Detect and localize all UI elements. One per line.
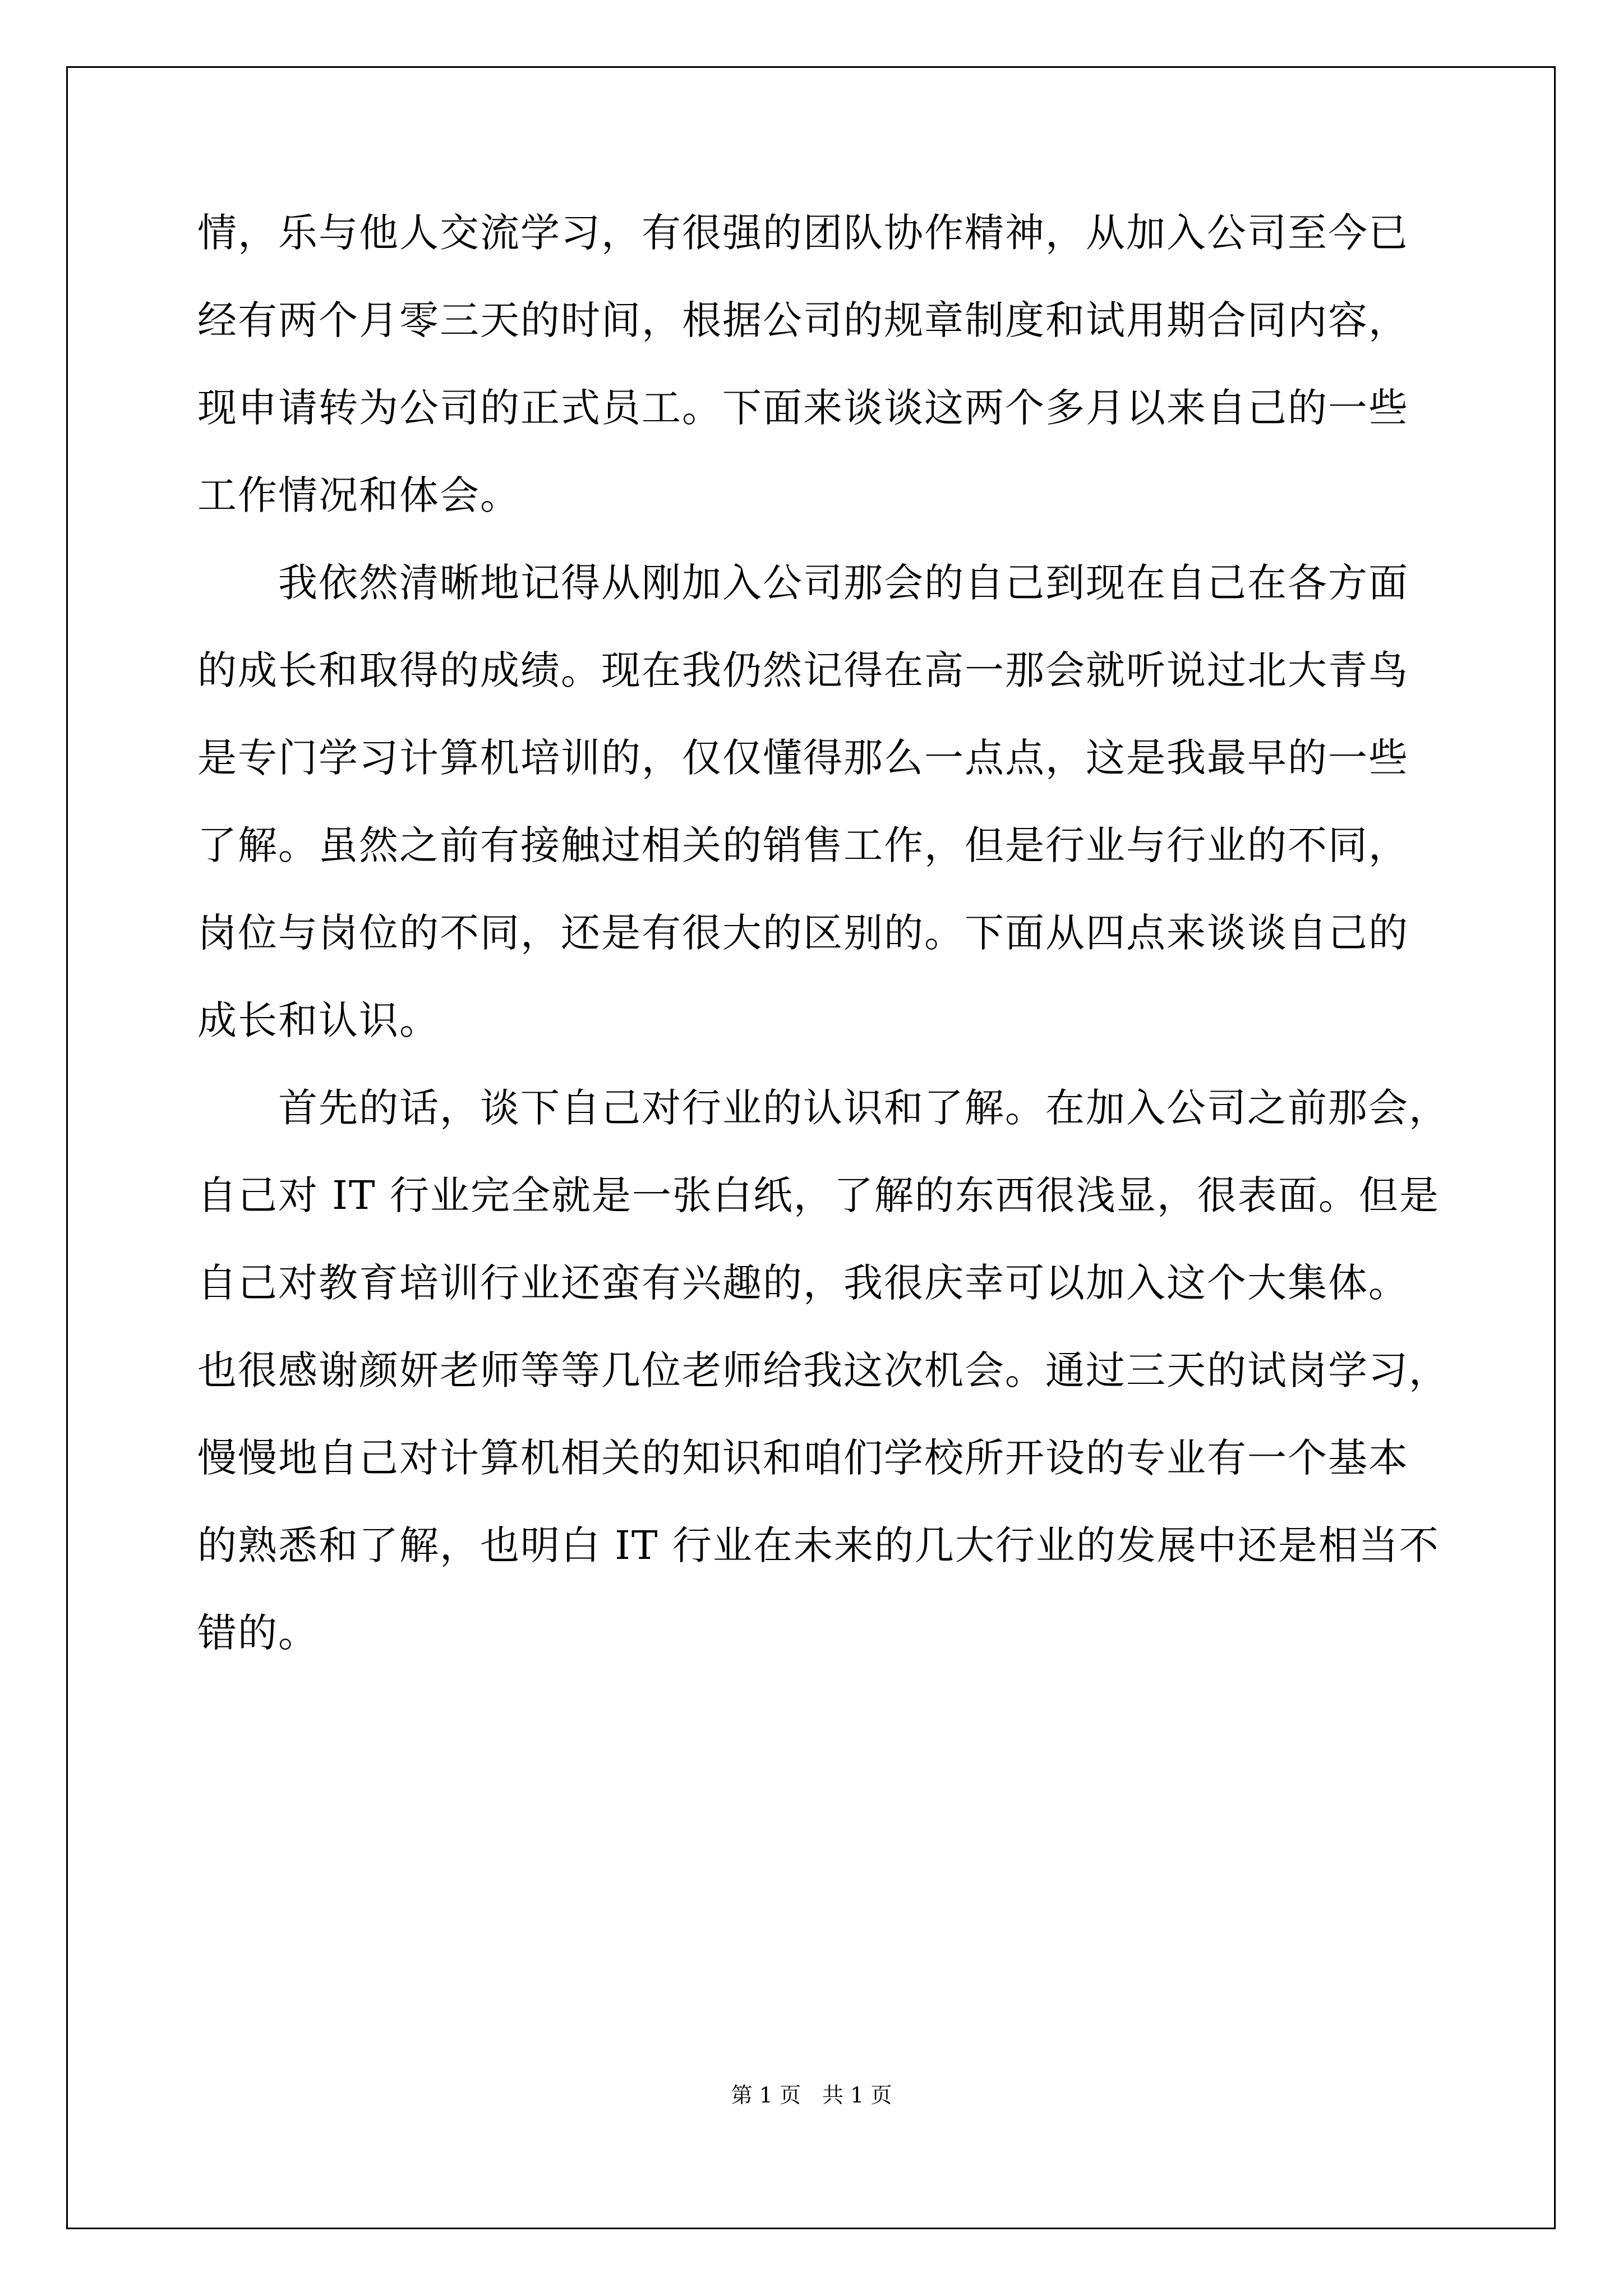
body-line: 情，乐与他人交流学习，有很强的团队协作精神，从加入公司至今已 xyxy=(197,210,1409,256)
body-line: 现申请转为公司的正式员工。下面来谈谈这两个多月以来自己的一些 xyxy=(197,385,1409,431)
body-line: 也很感谢颜妍老师等等几位老师给我这次机会。通过三天的试岗学习， xyxy=(197,1347,1449,1393)
body-line: 的熟悉和了解，也明白 IT 行业在未来的几大行业的发展中还是相当不 xyxy=(197,1522,1440,1568)
body-line: 首先的话，谈下自己对行业的认识和了解。在加入公司之前那会， xyxy=(197,1085,1449,1131)
body-line: 错的。 xyxy=(197,1610,319,1656)
body-line: 自己对教育培训行业还蛮有兴趣的，我很庆幸可以加入这个大集体。 xyxy=(197,1260,1409,1306)
body-line: 工作情况和体会。 xyxy=(197,472,520,518)
page-footer: 第 1 页 共 1 页 xyxy=(731,2083,892,2108)
body-line: 自己对 IT 行业完全就是一张白纸，了解的东西很浅显，很表面。但是 xyxy=(197,1172,1440,1218)
body-line: 是专门学习计算机培训的，仅仅懂得那么一点点，这是我最早的一些 xyxy=(197,735,1409,781)
body-line: 的成长和取得的成绩。现在我仍然记得在高一那会就听说过北大青鸟 xyxy=(197,647,1409,693)
body-line: 成长和认识。 xyxy=(197,997,440,1043)
body-line: 慢慢地自己对计算机相关的知识和咱们学校所开设的专业有一个基本 xyxy=(197,1435,1409,1481)
body-line: 了解。虽然之前有接触过相关的销售工作，但是行业与行业的不同， xyxy=(197,822,1409,868)
body-line: 经有两个月零三天的时间，根据公司的规章制度和试用期合同内容， xyxy=(197,297,1409,343)
body-line: 岗位与岗位的不同，还是有很大的区别的。下面从四点来谈谈自己的 xyxy=(197,910,1409,956)
body-line: 我依然清晰地记得从刚加入公司那会的自己到现在自己在各方面 xyxy=(197,560,1409,606)
